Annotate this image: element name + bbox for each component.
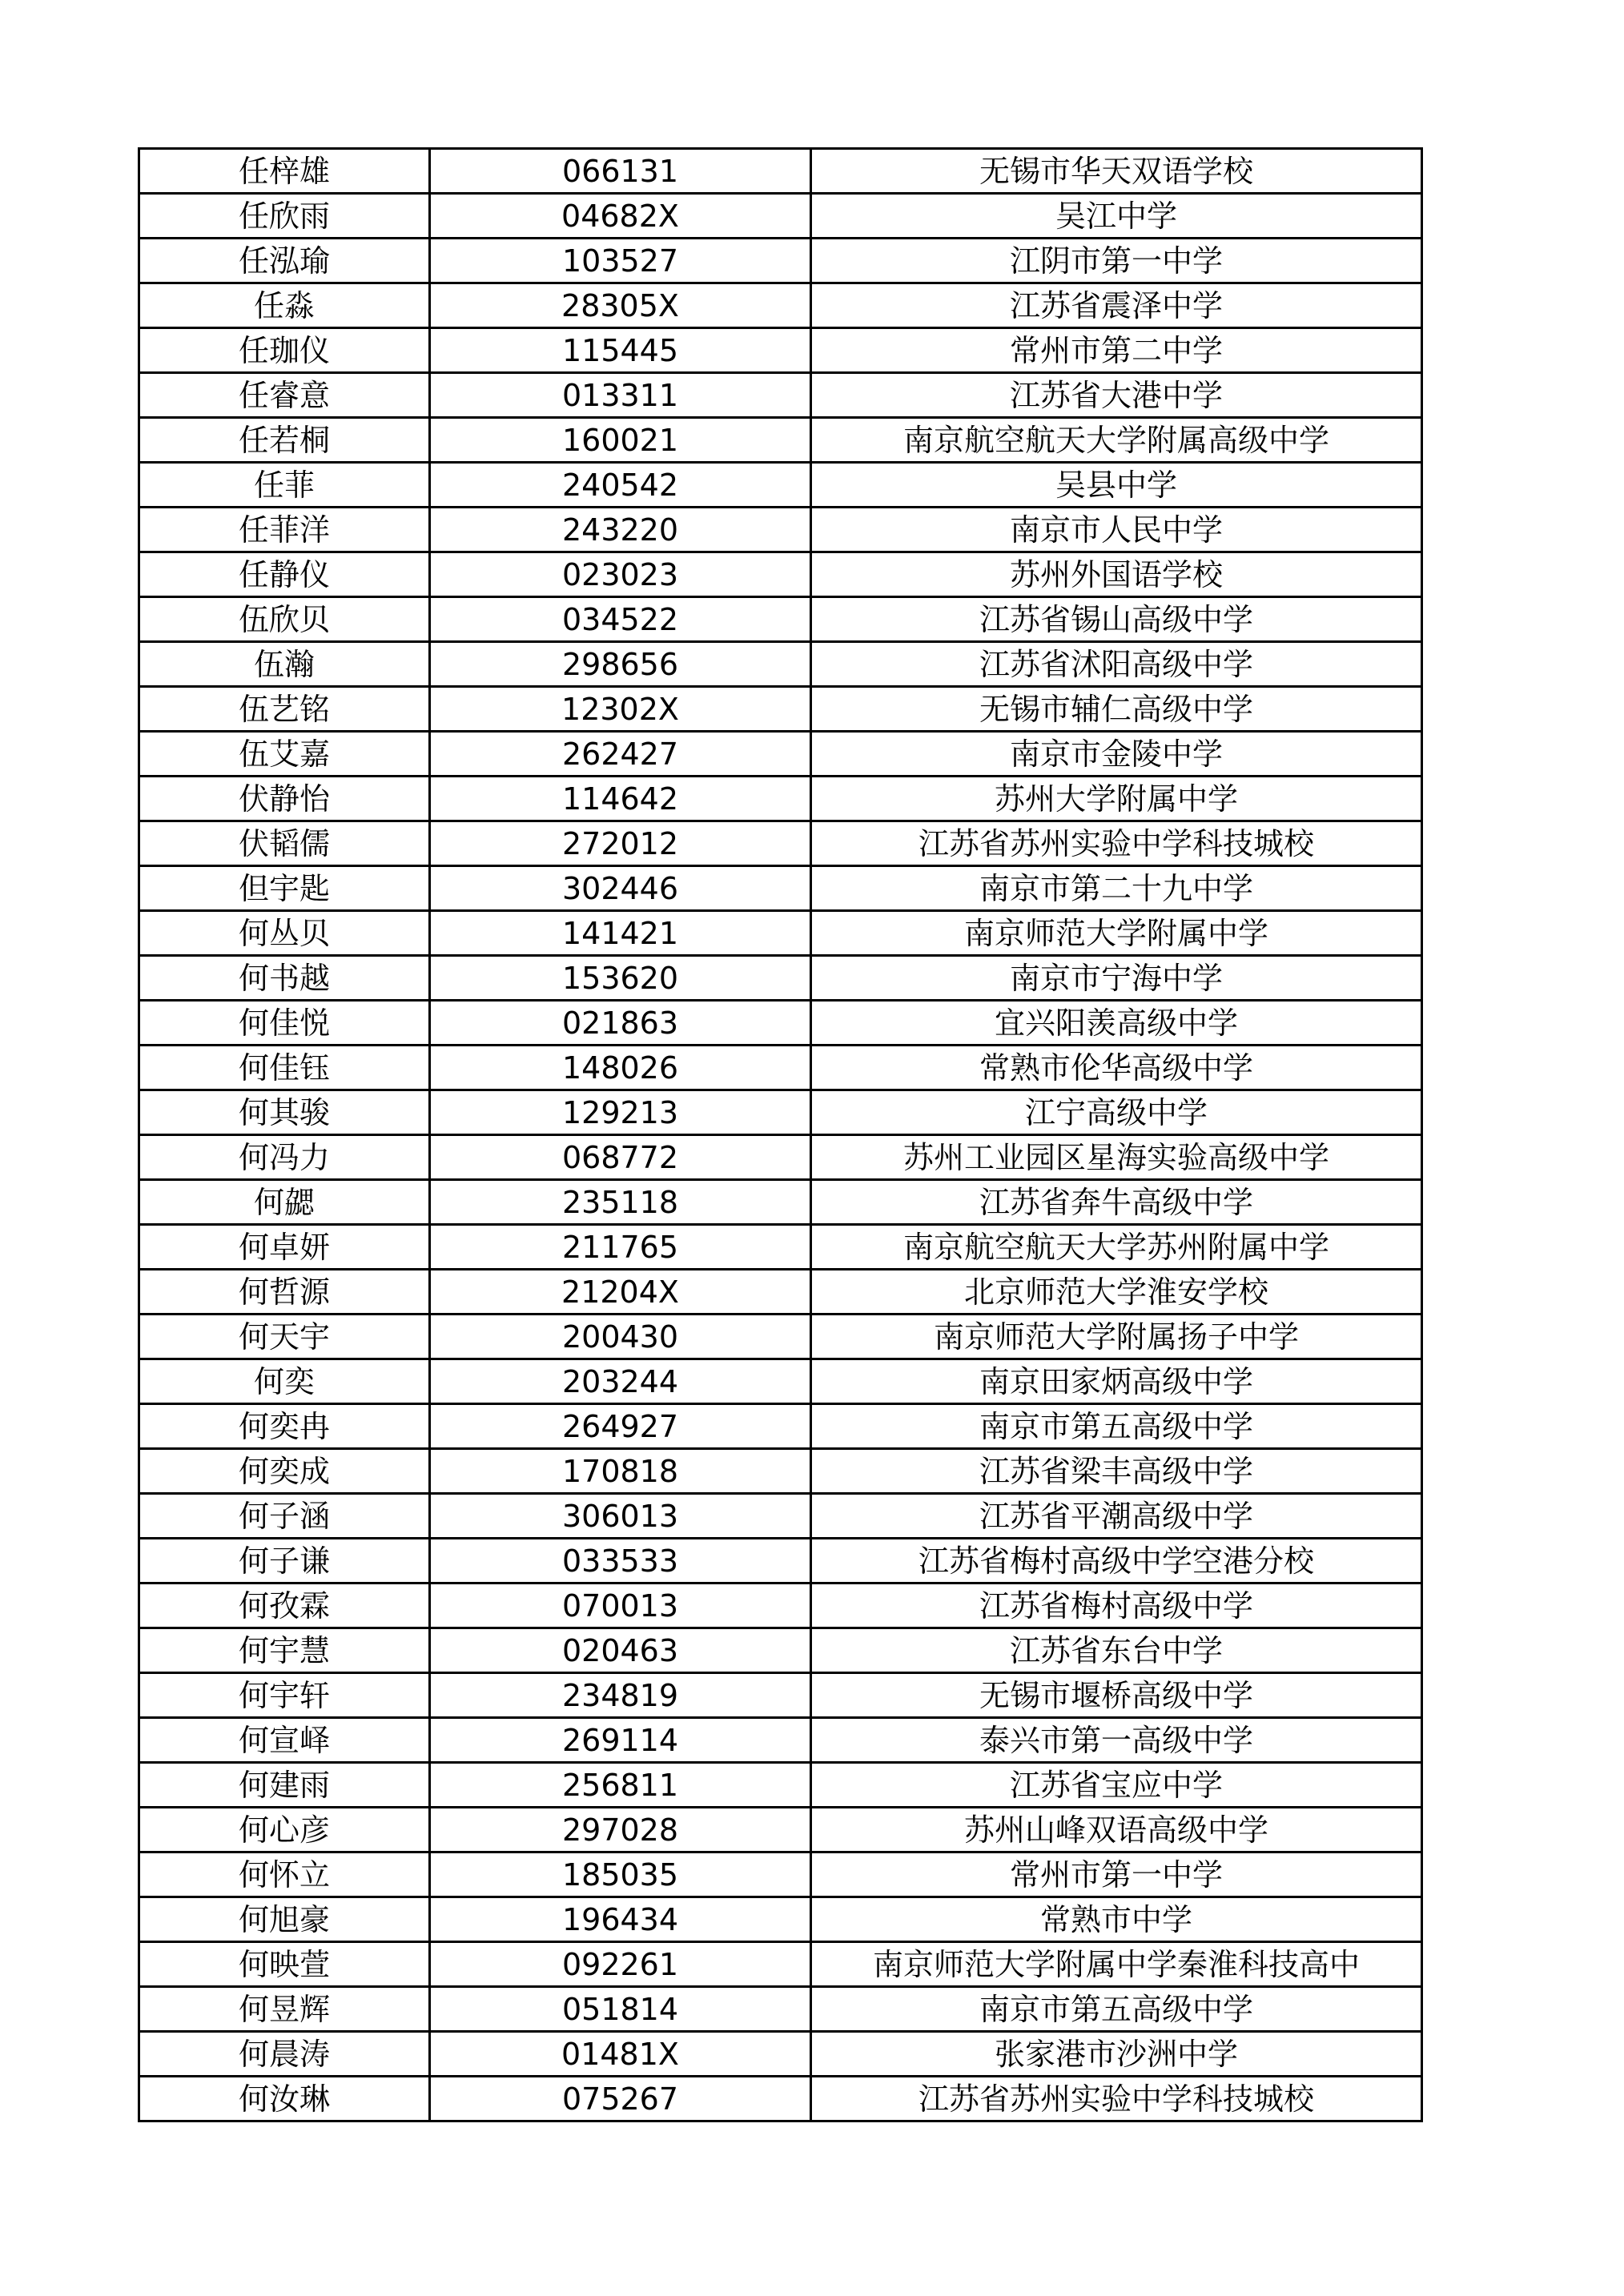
school-cell: 南京市金陵中学	[811, 732, 1422, 777]
school-cell: 江苏省苏州实验中学科技城校	[811, 821, 1422, 866]
student-name-cell: 何建雨	[139, 1763, 430, 1808]
id-suffix-cell: 297028	[430, 1808, 811, 1852]
id-suffix-cell: 234819	[430, 1673, 811, 1718]
id-suffix-cell: 240542	[430, 463, 811, 508]
id-suffix-cell: 013311	[430, 373, 811, 418]
student-name-cell: 但宇匙	[139, 866, 430, 911]
school-cell: 南京市第五高级中学	[811, 1404, 1422, 1449]
school-cell: 江阴市第一中学	[811, 239, 1422, 283]
school-cell: 江苏省苏州实验中学科技城校	[811, 2077, 1422, 2121]
student-name-cell: 何子涵	[139, 1494, 430, 1539]
table-row	[139, 418, 1422, 463]
table-row	[139, 2077, 1422, 2121]
school-cell: 常熟市中学	[811, 1897, 1422, 1942]
id-suffix-cell: 211765	[430, 1225, 811, 1270]
table-row	[139, 328, 1422, 373]
table-row	[139, 1225, 1422, 1270]
id-suffix-cell: 092261	[430, 1942, 811, 1987]
school-cell: 苏州工业园区星海实验高级中学	[811, 1135, 1422, 1180]
id-suffix-cell: 196434	[430, 1897, 811, 1942]
student-name-cell: 任梓雄	[139, 149, 430, 194]
id-suffix-cell: 200430	[430, 1315, 811, 1359]
id-suffix-cell: 023023	[430, 552, 811, 597]
school-cell: 泰兴市第一高级中学	[811, 1718, 1422, 1763]
school-cell: 南京师范大学附属中学秦淮科技高中	[811, 1942, 1422, 1987]
table-row	[139, 1270, 1422, 1315]
student-name-cell: 何冯力	[139, 1135, 430, 1180]
student-name-cell: 何子谦	[139, 1539, 430, 1584]
school-cell: 张家港市沙洲中学	[811, 2032, 1422, 2077]
table-row	[139, 1359, 1422, 1404]
table-row	[139, 2032, 1422, 2077]
student-name-cell: 任若桐	[139, 418, 430, 463]
student-name-cell: 何昱辉	[139, 1987, 430, 2032]
student-name-cell: 伍艺铭	[139, 687, 430, 732]
school-cell: 无锡市辅仁高级中学	[811, 687, 1422, 732]
school-cell: 苏州外国语学校	[811, 552, 1422, 597]
student-name-cell: 任静仪	[139, 552, 430, 597]
id-suffix-cell: 115445	[430, 328, 811, 373]
student-name-cell: 何勰	[139, 1180, 430, 1225]
table-row	[139, 1090, 1422, 1135]
school-cell: 江宁高级中学	[811, 1090, 1422, 1135]
student-name-cell: 何晨涛	[139, 2032, 430, 2077]
table-row	[139, 732, 1422, 777]
school-cell: 南京市人民中学	[811, 508, 1422, 552]
table-row	[139, 1808, 1422, 1852]
id-suffix-cell: 21204X	[430, 1270, 811, 1315]
table-row	[139, 552, 1422, 597]
student-name-cell: 任菲洋	[139, 508, 430, 552]
student-name-cell: 何天宇	[139, 1315, 430, 1359]
id-suffix-cell: 051814	[430, 1987, 811, 2032]
table-row	[139, 283, 1422, 328]
student-name-cell: 何宣峄	[139, 1718, 430, 1763]
table-row	[139, 911, 1422, 956]
school-cell: 江苏省平潮高级中学	[811, 1494, 1422, 1539]
school-cell: 无锡市堰桥高级中学	[811, 1673, 1422, 1718]
table-row	[139, 463, 1422, 508]
table-row	[139, 956, 1422, 1001]
id-suffix-cell: 04682X	[430, 194, 811, 239]
student-name-cell: 何卓妍	[139, 1225, 430, 1270]
student-name-cell: 何心彦	[139, 1808, 430, 1852]
table-body	[139, 149, 1422, 2121]
student-name-cell: 何孜霖	[139, 1584, 430, 1628]
school-cell: 南京市第五高级中学	[811, 1987, 1422, 2032]
school-cell: 吴县中学	[811, 463, 1422, 508]
school-cell: 江苏省梅村高级中学	[811, 1584, 1422, 1628]
school-cell: 江苏省震泽中学	[811, 283, 1422, 328]
id-suffix-cell: 021863	[430, 1001, 811, 1046]
id-suffix-cell: 243220	[430, 508, 811, 552]
student-name-cell: 何奕成	[139, 1449, 430, 1494]
id-suffix-cell: 020463	[430, 1628, 811, 1673]
student-name-cell: 任泓瑜	[139, 239, 430, 283]
name-list-table	[138, 147, 1423, 2122]
student-name-cell: 伍艾嘉	[139, 732, 430, 777]
student-name-cell: 任淼	[139, 283, 430, 328]
student-name-cell: 伏韬儒	[139, 821, 430, 866]
school-cell: 常州市第二中学	[811, 328, 1422, 373]
table-row	[139, 1584, 1422, 1628]
table-row	[139, 1942, 1422, 1987]
school-cell: 南京师范大学附属中学	[811, 911, 1422, 956]
id-suffix-cell: 272012	[430, 821, 811, 866]
table-row	[139, 149, 1422, 194]
table-row	[139, 1315, 1422, 1359]
table-row	[139, 1897, 1422, 1942]
table-row	[139, 1987, 1422, 2032]
school-cell: 常熟市伦华高级中学	[811, 1046, 1422, 1090]
school-cell: 南京市第二十九中学	[811, 866, 1422, 911]
table-row	[139, 1494, 1422, 1539]
id-suffix-cell: 075267	[430, 2077, 811, 2121]
id-suffix-cell: 28305X	[430, 283, 811, 328]
table-row	[139, 1046, 1422, 1090]
id-suffix-cell: 262427	[430, 732, 811, 777]
id-suffix-cell: 256811	[430, 1763, 811, 1808]
id-suffix-cell: 12302X	[430, 687, 811, 732]
student-name-cell: 任珈仪	[139, 328, 430, 373]
school-cell: 无锡市华天双语学校	[811, 149, 1422, 194]
id-suffix-cell: 034522	[430, 597, 811, 642]
student-name-cell: 何书越	[139, 956, 430, 1001]
id-suffix-cell: 160021	[430, 418, 811, 463]
school-cell: 江苏省大港中学	[811, 373, 1422, 418]
school-cell: 南京航空航天大学附属高级中学	[811, 418, 1422, 463]
school-cell: 江苏省奔牛高级中学	[811, 1180, 1422, 1225]
school-cell: 江苏省宝应中学	[811, 1763, 1422, 1808]
table-row	[139, 642, 1422, 687]
table-row	[139, 1135, 1422, 1180]
id-suffix-cell: 269114	[430, 1718, 811, 1763]
id-suffix-cell: 033533	[430, 1539, 811, 1584]
school-cell: 江苏省东台中学	[811, 1628, 1422, 1673]
table-row	[139, 1718, 1422, 1763]
student-name-cell: 伏静怡	[139, 777, 430, 821]
id-suffix-cell: 298656	[430, 642, 811, 687]
table-row	[139, 597, 1422, 642]
student-name-cell: 何映萱	[139, 1942, 430, 1987]
table-row	[139, 1852, 1422, 1897]
table-row	[139, 239, 1422, 283]
id-suffix-cell: 153620	[430, 956, 811, 1001]
school-cell: 江苏省梅村高级中学空港分校	[811, 1539, 1422, 1584]
student-name-cell: 何佳悦	[139, 1001, 430, 1046]
id-suffix-cell: 103527	[430, 239, 811, 283]
table-row	[139, 821, 1422, 866]
table-row	[139, 1628, 1422, 1673]
id-suffix-cell: 070013	[430, 1584, 811, 1628]
school-cell: 常州市第一中学	[811, 1852, 1422, 1897]
school-cell: 苏州山峰双语高级中学	[811, 1808, 1422, 1852]
id-suffix-cell: 01481X	[430, 2032, 811, 2077]
student-name-cell: 何丛贝	[139, 911, 430, 956]
student-name-cell: 何奕	[139, 1359, 430, 1404]
school-cell: 江苏省沭阳高级中学	[811, 642, 1422, 687]
table-row	[139, 687, 1422, 732]
student-name-cell: 何旭豪	[139, 1897, 430, 1942]
table-row	[139, 1763, 1422, 1808]
id-suffix-cell: 235118	[430, 1180, 811, 1225]
table-row	[139, 1404, 1422, 1449]
id-suffix-cell: 203244	[430, 1359, 811, 1404]
table-row	[139, 866, 1422, 911]
id-suffix-cell: 306013	[430, 1494, 811, 1539]
student-name-cell: 任睿意	[139, 373, 430, 418]
student-name-cell: 伍瀚	[139, 642, 430, 687]
id-suffix-cell: 148026	[430, 1046, 811, 1090]
id-suffix-cell: 066131	[430, 149, 811, 194]
table-row	[139, 508, 1422, 552]
table-row	[139, 1001, 1422, 1046]
table-row	[139, 777, 1422, 821]
student-name-cell: 任欣雨	[139, 194, 430, 239]
table-row	[139, 1180, 1422, 1225]
school-cell: 北京师范大学淮安学校	[811, 1270, 1422, 1315]
student-name-cell: 何汝琳	[139, 2077, 430, 2121]
student-name-cell: 何奕冉	[139, 1404, 430, 1449]
table-row	[139, 1539, 1422, 1584]
id-suffix-cell: 302446	[430, 866, 811, 911]
id-suffix-cell: 170818	[430, 1449, 811, 1494]
table-row	[139, 1449, 1422, 1494]
student-name-cell: 何宇轩	[139, 1673, 430, 1718]
school-cell: 南京市宁海中学	[811, 956, 1422, 1001]
id-suffix-cell: 129213	[430, 1090, 811, 1135]
table-row	[139, 373, 1422, 418]
student-name-cell: 任菲	[139, 463, 430, 508]
student-name-cell: 何佳钰	[139, 1046, 430, 1090]
id-suffix-cell: 114642	[430, 777, 811, 821]
school-cell: 江苏省锡山高级中学	[811, 597, 1422, 642]
student-name-cell: 何宇慧	[139, 1628, 430, 1673]
table-row	[139, 1673, 1422, 1718]
school-cell: 宜兴阳羡高级中学	[811, 1001, 1422, 1046]
school-cell: 吴江中学	[811, 194, 1422, 239]
table-row	[139, 194, 1422, 239]
student-name-cell: 何哲源	[139, 1270, 430, 1315]
school-cell: 江苏省梁丰高级中学	[811, 1449, 1422, 1494]
school-cell: 苏州大学附属中学	[811, 777, 1422, 821]
id-suffix-cell: 068772	[430, 1135, 811, 1180]
student-name-cell: 伍欣贝	[139, 597, 430, 642]
id-suffix-cell: 185035	[430, 1852, 811, 1897]
id-suffix-cell: 264927	[430, 1404, 811, 1449]
school-cell: 南京师范大学附属扬子中学	[811, 1315, 1422, 1359]
student-name-cell: 何怀立	[139, 1852, 430, 1897]
id-suffix-cell: 141421	[430, 911, 811, 956]
school-cell: 南京航空航天大学苏州附属中学	[811, 1225, 1422, 1270]
school-cell: 南京田家炳高级中学	[811, 1359, 1422, 1404]
student-name-cell: 何其骏	[139, 1090, 430, 1135]
